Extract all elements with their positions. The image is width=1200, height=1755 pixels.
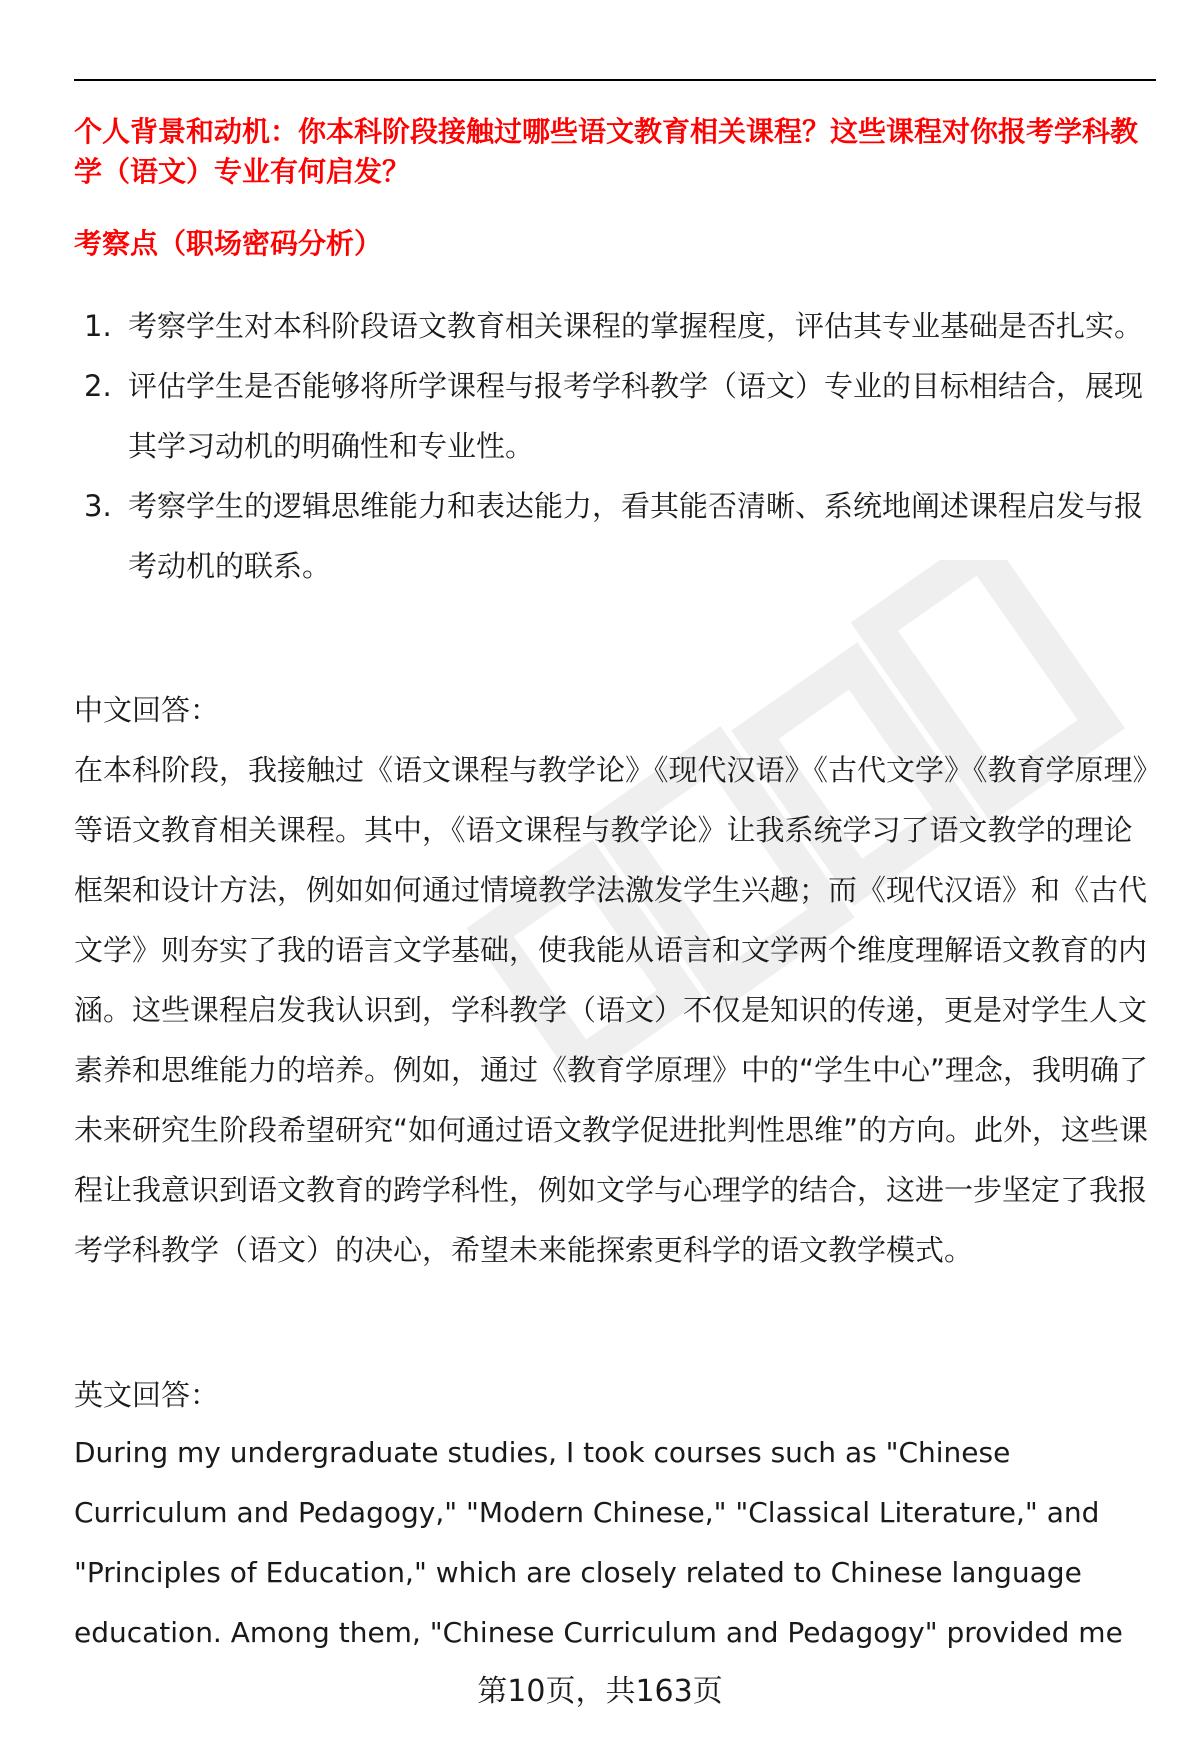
list-item [74,356,1156,476]
question-title: 个人背景和动机：你本科阶段接触过哪些语文教育相关课程？这些课程对你报考学科教学（语文）专业有何启发？ [74,115,1139,188]
list-item-text: 评估学生是否能够将所学课程与报考学科教学（语文）专业的目标相结合，展现其学习动机的明确性和专业性。 [128,369,1144,463]
page-footer: 第10页，共163页 [477,1674,723,1709]
header-rule [74,79,1156,81]
list-item-text: 考察学生的逻辑思维能力和表达能力，看其能否清晰、系统地阐述课程启发与报考动机的联系。 [128,489,1144,583]
list-item-number: 1. [84,309,112,343]
assessment-points-list [74,296,1156,596]
list-item-text: 考察学生对本科阶段语文教育相关课程的掌握程度，评估其专业基础是否扎实。 [128,309,1144,343]
list-item [74,296,1156,356]
list-item-number: 3. [84,489,112,523]
chinese-answer-label: 中文回答： [74,693,220,727]
list-item [74,476,1156,596]
list-item-number: 2. [84,369,112,403]
section-heading: 考察点（职场密码分析） [74,227,383,260]
english-answer-text: During my undergraduate studies, I took courses such as "Chinese Curriculum and Pedagogy," "Modern Chinese," "Classical Literature," and "Principles of Education," which are closely related to Chinese language education. Among them, "Chinese Curriculum and Pedagogy" provided me [74,1436,1123,1649]
chinese-answer-text: 在本科阶段，我接触过《语文课程与教学论》《现代汉语》《古代文学》《教育学原理》等语文教育相关课程。其中，《语文课程与教学论》让我系统学习了语文教学的理论框架和设计方法，例如如何通过情境教学法激发学生兴趣；而《现代汉语》和《古代文学》则夯实了我的语言文学基础，使我能从语言和文学两个维度理解语文教育的内涵。这些课程启发我认识到，学科教学（语文）不仅是知识的传递，更是对学生人文素养和思维能力的培养。例如，通过《教育学原理》中的“学生中心”理念，我明确了未来研究生阶段希望研究“如何通过语文教学促进批判性思维”的方向。此外，这些课程让我意识到语文教育的跨学科性，例如文学与心理学的结合，这进一步坚定了我报考学科教学（语文）的决心，希望未来能探索更科学的语文教学模式。 [74,753,1149,1267]
english-answer-label: 英文回答： [74,1378,220,1412]
